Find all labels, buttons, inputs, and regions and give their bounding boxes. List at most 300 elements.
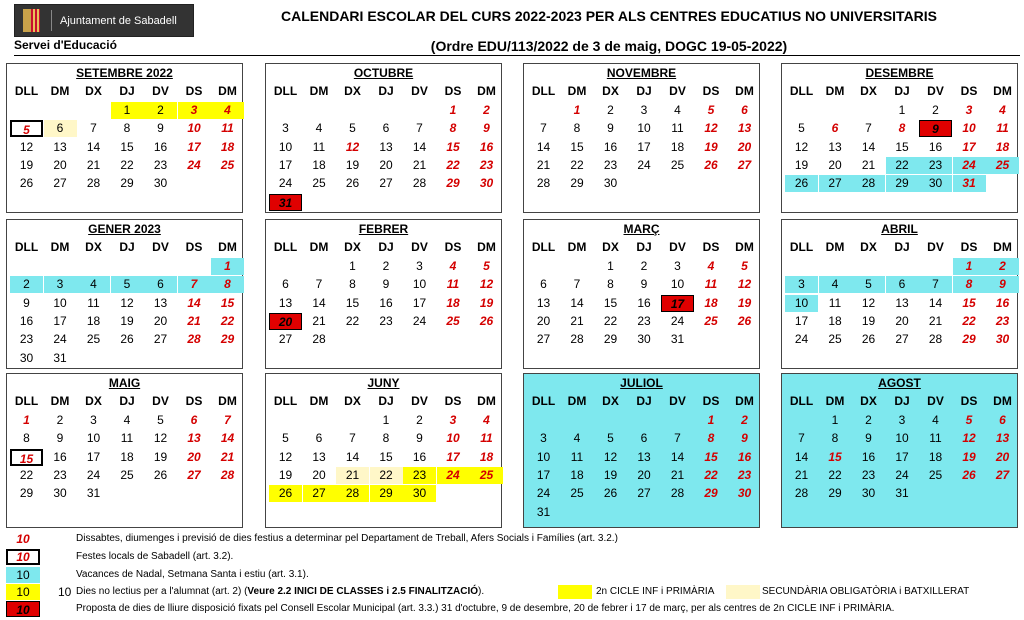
calendar-day: 7: [573, 277, 581, 292]
month-calendar: [781, 63, 1018, 213]
calendar-day: 15: [828, 449, 842, 464]
calendar-day: 24: [53, 332, 67, 347]
calendar-day: 11: [312, 139, 326, 154]
legend-yellow-swatch: [558, 585, 592, 599]
calendar-day: 11: [671, 121, 684, 136]
calendar-day: 20: [379, 157, 393, 172]
weekday-header: DM: [309, 394, 329, 408]
calendar-day: 11: [87, 295, 100, 310]
weekday-header: DX: [860, 84, 877, 98]
calendar-day: 12: [19, 139, 34, 154]
calendar-day: 22: [220, 313, 235, 328]
calendar-day: 16: [637, 295, 651, 310]
calendar-day: 23: [479, 157, 494, 172]
calendar-day: 13: [187, 431, 201, 446]
calendar-day: 4: [707, 259, 715, 273]
calendar-day: 3: [965, 103, 973, 117]
calendar-day: 16: [379, 295, 393, 310]
calendar-day: 28: [312, 332, 326, 347]
calendar-day: 15: [345, 295, 360, 310]
weekday-header: DJ: [378, 394, 394, 408]
calendar-day: 6: [190, 413, 198, 427]
calendar-day: 8: [211, 276, 244, 293]
calendar-day: 22: [370, 467, 403, 484]
calendar-day: 9: [986, 276, 1019, 293]
weekday-header: DM: [477, 394, 496, 408]
calendar-day: 30: [53, 486, 67, 501]
calendar-day: 13: [278, 295, 293, 310]
weekday-header: DJ: [119, 84, 135, 98]
weekday-header: DV: [669, 240, 686, 254]
calendar-day: 16: [53, 449, 67, 464]
month-calendar: [6, 373, 243, 528]
weekday-header: DM: [735, 394, 754, 408]
calendar-day: 3: [90, 413, 97, 427]
calendar-day: 10: [785, 295, 818, 312]
weekday-header: DM: [218, 394, 237, 408]
calendar-day: 13: [379, 139, 393, 154]
calendar-day: 16: [737, 449, 752, 464]
calendar-day: 19: [861, 313, 876, 328]
calendar-day: 28: [670, 486, 685, 501]
calendar-day: 27: [536, 332, 551, 347]
calendar-day: 14: [861, 139, 876, 154]
calendar-day: 16: [603, 139, 618, 154]
calendar-day: 7: [919, 276, 952, 293]
calendar-day: 13: [153, 295, 168, 310]
header-divider: [14, 55, 1020, 56]
calendar-day: 18: [570, 467, 584, 482]
calendar-day: 20: [312, 467, 326, 482]
page-title: CALENDARI ESCOLAR DEL CURS 2022-2023 PER ALS CENTRES EDUCATIUS NO UNIVERSITARIS: [280, 8, 938, 24]
calendar-day: 14: [345, 449, 360, 464]
month-name: ABRIL: [881, 222, 918, 236]
calendar-day: 6: [382, 121, 390, 136]
calendar-day: 28: [187, 332, 201, 347]
calendar-day: 16: [479, 139, 494, 154]
month-calendar: [523, 373, 760, 528]
calendar-day: 2: [483, 103, 490, 117]
calendar-day: 30: [995, 332, 1010, 347]
calendar-day: 29: [220, 332, 235, 347]
calendar-day: 26: [479, 313, 494, 328]
weekday-header: DM: [477, 240, 496, 254]
calendar-day: 24: [670, 313, 685, 328]
calendar-day: 19: [794, 157, 809, 172]
calendar-day: 2: [865, 413, 872, 427]
calendar-day: 4: [674, 103, 681, 117]
weekday-header: DLL: [14, 394, 39, 408]
legend-nonteaching-text: Dies no lectius per a l'alumnat (art. 2) (Veure 2.2 INICI DE CLASSES i 2.5 FINALITZACIÓ).: [76, 586, 485, 597]
calendar-day: 24: [637, 157, 651, 172]
weekday-header: DS: [702, 240, 720, 254]
calendar-day: 9: [607, 121, 614, 136]
calendar-day: 7: [90, 121, 97, 136]
calendar-day: 10: [962, 121, 976, 136]
weekday-header: DX: [602, 240, 619, 254]
calendar-day: 6: [282, 277, 289, 292]
weekday-header: DM: [50, 84, 70, 98]
weekday-header: DX: [860, 240, 877, 254]
calendar-day: 27: [187, 467, 201, 482]
weekday-header: DJ: [636, 394, 652, 408]
calendar-day: 7: [315, 277, 323, 292]
calendar-day: 16: [928, 139, 943, 154]
calendar-day: 5: [111, 276, 144, 293]
calendar-day: 6: [886, 276, 919, 293]
weekday-header: DJ: [894, 84, 910, 98]
calendar-day: 23: [19, 332, 34, 347]
calendar-day: 4: [211, 102, 244, 119]
calendar-day: 17: [86, 449, 101, 464]
weekday-header: DLL: [14, 240, 39, 254]
calendar-day: 21: [570, 313, 584, 328]
weekday-header: DJ: [894, 240, 910, 254]
calendar-day: 26: [962, 467, 976, 482]
calendar-day: 11: [828, 295, 842, 310]
weekday-header: DV: [927, 240, 944, 254]
calendar-day: 30: [861, 486, 876, 501]
calendar-day: 20: [828, 157, 842, 172]
weekday-header: DS: [960, 394, 978, 408]
calendar-day: 24: [86, 467, 101, 482]
calendar-day: 17: [536, 467, 551, 482]
calendar-day: 8: [898, 121, 906, 136]
calendar-day: 15: [603, 295, 618, 310]
calendar-day: 5: [282, 431, 289, 446]
weekday-header: DM: [735, 240, 754, 254]
month-name: MARÇ: [623, 222, 660, 236]
calendar-day: 10: [53, 295, 67, 310]
calendar-day: 1: [607, 259, 614, 273]
weekday-header: DS: [702, 84, 720, 98]
weekday-header: DLL: [789, 394, 814, 408]
calendar-day: 30: [19, 350, 34, 365]
calendar-day: 8: [953, 276, 986, 293]
calendar-day: 18: [704, 295, 718, 310]
calendar-day: 12: [704, 121, 718, 136]
calendar-day: 25: [704, 313, 718, 328]
calendar-day: 4: [483, 413, 490, 427]
calendar-day: 14: [536, 139, 551, 154]
calendar-day: 26: [153, 467, 168, 482]
calendar-day: 22: [570, 157, 584, 172]
calendar-day: 27: [637, 486, 651, 501]
weekday-header: DV: [927, 84, 944, 98]
calendar-day: 13: [895, 295, 909, 310]
calendar-day: 17: [412, 295, 427, 310]
calendar-day: 31: [53, 350, 67, 365]
weekday-header: DM: [993, 394, 1012, 408]
calendar-day: 5: [483, 259, 490, 273]
calendar-day: 8: [382, 431, 390, 446]
weekday-header: DX: [602, 394, 619, 408]
calendar-day: 17: [895, 449, 909, 464]
calendar-day: 9: [416, 431, 423, 446]
calendar-day: 11: [929, 431, 942, 446]
calendar-day: 24: [536, 486, 551, 501]
calendar-day: 28: [928, 332, 943, 347]
calendar-day: 5: [741, 259, 748, 273]
calendar-day: 13: [637, 449, 651, 464]
weekday-header: DX: [344, 240, 361, 254]
calendar-day: 23: [919, 157, 952, 174]
calendar-day: 25: [828, 332, 842, 347]
legend-holiday-sample: 10: [16, 532, 30, 546]
calendar-day: 19: [962, 449, 976, 464]
weekday-header: DJ: [119, 394, 135, 408]
month-name: FEBRER: [358, 222, 409, 236]
calendar-day: 10: [670, 277, 685, 292]
weekday-header: DS: [444, 394, 462, 408]
weekday-header: DX: [860, 394, 877, 408]
calendar-day: 21: [794, 467, 809, 482]
calendar-day: 16: [19, 313, 34, 328]
calendar-day: 5: [852, 276, 885, 293]
calendar-day: 27: [53, 176, 67, 191]
department-name: Servei d'Educació: [14, 38, 117, 52]
calendar-day: 7: [674, 431, 681, 446]
calendar-day: 17: [53, 313, 67, 328]
calendar-day: 6: [315, 431, 323, 446]
month-name: AGOST: [878, 376, 921, 390]
weekday-header: DS: [702, 394, 720, 408]
weekday-header: DS: [960, 84, 978, 98]
calendar-day: 14: [670, 449, 685, 464]
calendar-day: 1: [349, 259, 356, 273]
calendar-day: 8: [607, 277, 614, 292]
calendar-day: 19: [19, 157, 34, 172]
weekday-header: DV: [669, 84, 686, 98]
calendar-day: 7: [178, 276, 211, 293]
calendar-day: 6: [999, 413, 1006, 427]
calendar-day: 19: [345, 157, 360, 172]
calendar-day: 15: [446, 139, 460, 154]
calendar-day: 5: [965, 413, 973, 427]
calendar-day: 20: [536, 313, 551, 328]
calendar-day: 15: [10, 449, 43, 466]
calendar-day: 20: [187, 449, 201, 464]
calendar-day: 9: [640, 277, 648, 292]
calendar-day: 10: [446, 431, 460, 446]
calendar-day: 26: [19, 176, 34, 191]
calendar-day: 1: [211, 258, 244, 275]
calendar-day: 11: [704, 277, 718, 292]
month-name: OCTUBRE: [353, 66, 414, 80]
calendar-day: 21: [86, 157, 101, 172]
calendar-day: 27: [895, 332, 909, 347]
calendar-day: 2: [382, 259, 390, 273]
calendar-day: 27: [995, 467, 1010, 482]
calendar-day: 9: [23, 295, 30, 310]
legend-yellow-label: 2n CICLE INF i PRIMÀRIA: [596, 586, 715, 597]
month-name: JULIOL: [620, 376, 663, 390]
legend-vacation-sample: 10: [6, 567, 40, 583]
calendar-day: 25: [446, 313, 460, 328]
weekday-header: DM: [567, 394, 587, 408]
calendar-day: 15: [962, 295, 976, 310]
calendar-day: 24: [412, 313, 427, 328]
calendar-day: 23: [403, 467, 436, 484]
calendar-day: 24: [187, 157, 201, 172]
calendar-day: 21: [187, 313, 201, 328]
calendar-day: 23: [737, 467, 752, 482]
calendar-day: 8: [123, 121, 131, 136]
legend-local-text: Festes locals de Sabadell (art. 3.2).: [76, 551, 234, 562]
calendar-day: 27: [278, 332, 293, 347]
calendar-day: 9: [382, 277, 390, 292]
calendar-day: 2: [56, 413, 64, 427]
weekday-header: DX: [344, 394, 361, 408]
calendar-day: 9: [919, 120, 952, 137]
calendar-day: 17: [187, 139, 201, 154]
calendar-day: 24: [278, 176, 293, 191]
calendar-day: 21: [312, 313, 326, 328]
calendar-day: 28: [536, 176, 551, 191]
weekday-header: DLL: [789, 240, 814, 254]
calendar-day: 8: [23, 431, 30, 446]
calendar-day: 8: [707, 431, 715, 446]
calendar-day: 1: [953, 258, 986, 275]
calendar-day: 26: [861, 332, 876, 347]
weekday-header: DS: [444, 240, 462, 254]
weekday-header: DV: [411, 84, 428, 98]
calendar-day: 8: [573, 121, 581, 136]
calendar-day: 30: [403, 485, 436, 502]
calendar-day: 5: [707, 103, 715, 117]
calendar-day: 17: [446, 449, 460, 464]
calendar-day: 4: [315, 121, 323, 136]
calendar-day: 6: [144, 276, 177, 293]
weekday-header: DM: [477, 84, 496, 98]
weekday-header: DV: [669, 394, 686, 408]
calendar-day: 19: [120, 313, 134, 328]
weekday-header: DV: [152, 240, 169, 254]
calendar-day: 7: [865, 121, 872, 136]
logo-text: Ajuntament de Sabadell: [60, 14, 177, 27]
calendar-day: 12: [153, 431, 168, 446]
calendar-day: 16: [153, 139, 168, 154]
calendar-day: 30: [919, 175, 952, 192]
legend-proposed-text: Proposta de dies de lliure disposició fixats pel Consell Escolar Municipal (art. 3.3.) 31 d'octubre, 9 de desembre, 20 de febrer i 17 de març, per als centres de 2n CICLE INF i PRIMÀRIA.: [76, 603, 895, 614]
legend-local-sample: 10: [6, 549, 40, 565]
calendar-day: 30: [637, 332, 651, 347]
calendar-day: 28: [220, 467, 235, 482]
calendar-day: 1: [23, 413, 30, 427]
calendar-day: 11: [480, 431, 493, 446]
calendar-day: 18: [670, 139, 685, 154]
calendar-day: 1: [573, 103, 581, 117]
calendar-day: 19: [603, 467, 618, 482]
legend-holiday-text: Dissabtes, diumenges i previsió de dies festius a determinar pel Departament de Treball, Afers Socials i Famílies (art. 3.2.): [76, 533, 618, 544]
calendar-day: 5: [349, 121, 356, 136]
calendar-day: 17: [962, 139, 976, 154]
calendar-day: 2: [741, 413, 748, 427]
weekday-header: DJ: [378, 84, 394, 98]
calendar-day: 9: [865, 431, 872, 446]
calendar-day: 23: [153, 157, 168, 172]
calendar-day: 24: [895, 467, 909, 482]
calendar-day: 31: [953, 175, 986, 192]
calendar-day: 29: [886, 175, 919, 192]
weekday-header: DJ: [636, 84, 652, 98]
weekday-header: DS: [185, 240, 203, 254]
calendar-day: 13: [995, 431, 1010, 446]
calendar-day: 29: [570, 176, 584, 191]
calendar-day: 14: [187, 295, 201, 310]
calendar-day: 15: [220, 295, 235, 310]
calendar-day: 21: [412, 157, 427, 172]
calendar-day: 3: [282, 121, 289, 136]
weekday-header: DM: [825, 84, 845, 98]
calendar-day: 22: [886, 157, 919, 174]
calendar-day: 18: [120, 449, 134, 464]
calendar-day: 18: [86, 313, 101, 328]
calendar-day: 26: [345, 176, 360, 191]
calendar-day: 20: [269, 313, 302, 330]
calendar-day: 6: [640, 431, 648, 446]
calendar-day: 5: [607, 431, 614, 446]
calendar-day: 18: [312, 157, 326, 172]
weekday-header: DM: [567, 84, 587, 98]
calendar-day: 6: [831, 121, 839, 136]
calendar-day: 14: [928, 295, 943, 310]
calendar-day: 4: [449, 259, 457, 273]
legend-cream-swatch: [726, 585, 760, 599]
month-calendar: [6, 63, 243, 213]
calendar-day: 21: [928, 313, 943, 328]
calendar-day: 18: [928, 449, 943, 464]
calendar-day: 26: [737, 313, 752, 328]
calendar-day: 5: [10, 120, 43, 137]
calendar-day: 11: [446, 277, 460, 292]
weekday-header: DJ: [119, 240, 135, 254]
calendar-day: 14: [794, 449, 809, 464]
weekday-header: DM: [735, 84, 754, 98]
calendar-day: 18: [479, 449, 494, 464]
calendar-day: 19: [479, 295, 494, 310]
weekday-header: DS: [185, 84, 203, 98]
calendar-day: 19: [704, 139, 718, 154]
calendar-day: 25: [470, 467, 503, 484]
legend-vacation-text: Vacances de Nadal, Setmana Santa i estiu (art. 3.1).: [76, 569, 309, 580]
calendar-day: 16: [995, 295, 1010, 310]
calendar-day: 3: [416, 259, 423, 273]
calendar-day: 19: [153, 449, 168, 464]
month-calendar: [265, 373, 502, 528]
calendar-day: 9: [157, 121, 164, 136]
calendar-day: 21: [220, 449, 235, 464]
weekday-header: DV: [411, 240, 428, 254]
calendar-day: 6: [44, 120, 77, 137]
month-name: SETEMBRE 2022: [76, 66, 173, 80]
calendar-day: 23: [379, 313, 393, 328]
weekday-header: DLL: [273, 240, 298, 254]
calendar-day: 29: [19, 486, 34, 501]
month-calendar: [265, 63, 502, 213]
weekday-header: DLL: [531, 84, 556, 98]
month-calendar: [6, 219, 243, 369]
calendar-day: 8: [449, 121, 457, 136]
calendar-day: 1: [707, 413, 715, 427]
calendar-day: 25: [220, 157, 235, 172]
calendar-day: 4: [999, 103, 1006, 117]
calendar-day: 7: [798, 431, 805, 446]
calendar-day: 4: [932, 413, 939, 427]
weekday-header: DLL: [789, 84, 814, 98]
calendar-day: 22: [603, 313, 618, 328]
calendar-day: 23: [637, 313, 651, 328]
